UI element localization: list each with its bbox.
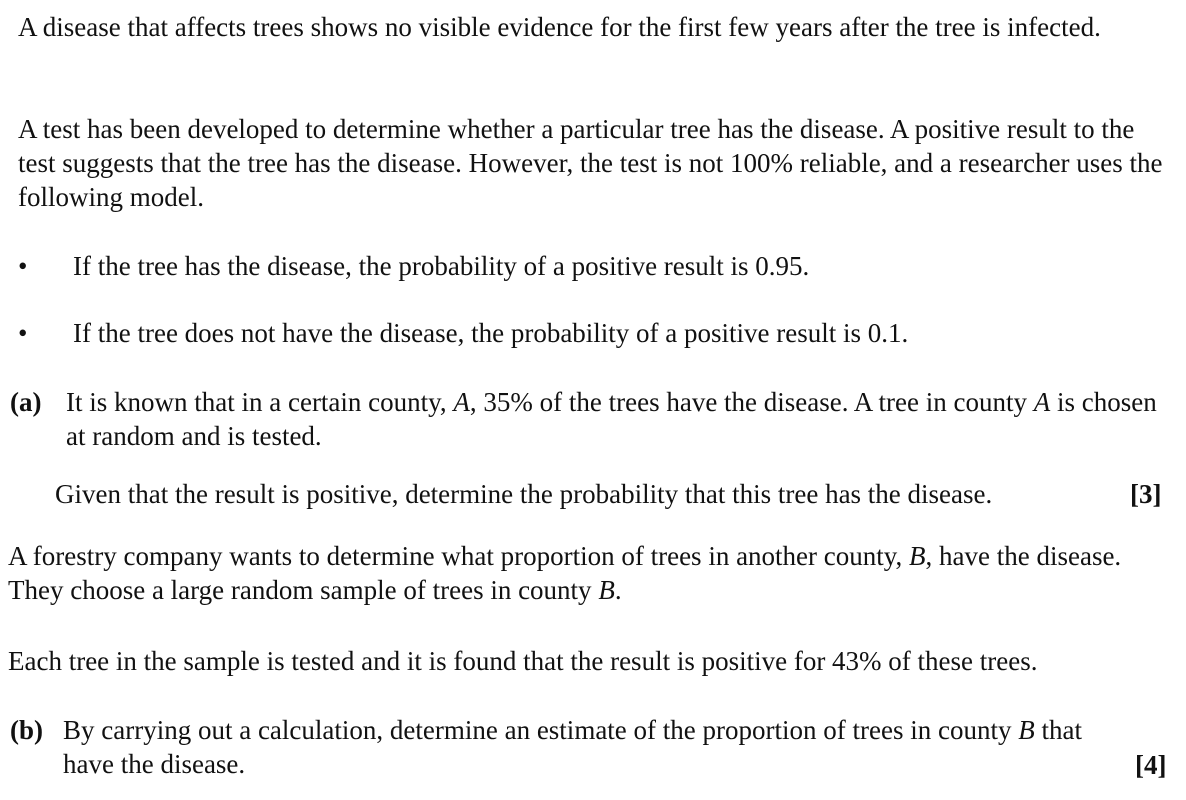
middle-paragraph-4: Each tree in the sample is tested and it is found that the result is positive for 43% of these trees. [8,646,1038,676]
part-b-text [63,713,1133,781]
part-a-text [66,385,1166,453]
part-b-text-segment: that have the disease. [63,715,1082,779]
county-a-variable: A [453,387,470,417]
part-a-text-segment: , 35% of the trees have the disease. A tree in county [469,387,1034,417]
part-b-text-segment: By carrying out a calculation, determine an estimate of the proportion of trees in county [63,715,1019,745]
county-a-variable: A [1033,387,1051,417]
part-a-text-segment: It is known that in a certain county, [66,387,454,417]
bullet-text-1: If the tree has the disease, the probability of a positive result is 0.95. [73,251,810,281]
county-b-variable: B [1018,715,1035,745]
intro-paragraph-2: A test has been developed to determine whether a particular tree has the disease. A positive result to the test suggests that the tree has the disease. However, the test is not 100% reliable, and a researcher uses the following model. [18,114,1163,212]
paragraph-3-segment: A forestry company wants to determine what proportion of trees in another county, [8,541,910,571]
part-a-label: (a) [10,387,42,417]
part-a-text-segment: is chosen at random and is tested. [66,387,1157,451]
part-b-label: (b) [10,715,43,745]
county-b-variable: B [598,575,615,605]
paragraph-3-segment: , have the disease. They choose a large random sample of trees in county [8,541,1122,605]
intro-paragraph-1: A disease that affects trees shows no visible evidence for the first few years after the tree is infected. [18,12,1101,42]
bullet-dot: • [18,251,28,281]
part-a-given-text: Given that the result is positive, determine the probability that this tree has the disease. [55,479,993,509]
middle-paragraph-3 [8,539,1168,607]
bullet-text-2: If the tree does not have the disease, the probability of a positive result is 0.1. [73,318,909,348]
bullet-dot: • [18,318,28,348]
paragraph-3-segment: . [614,575,622,605]
part-a-marks: [3] [1130,479,1162,509]
part-b-marks: [4] [1135,750,1167,780]
county-b-variable: B [909,541,926,571]
